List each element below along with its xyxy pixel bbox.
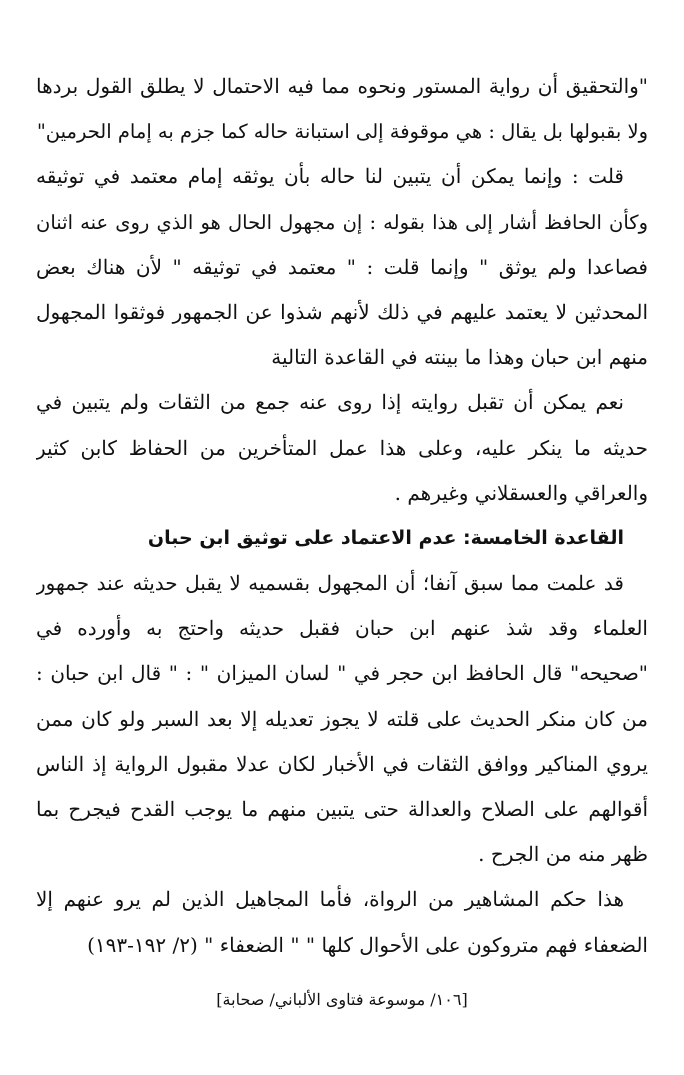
text-line: قلت : وإنما يمكن أن يتبين لنا حاله بأن يوثقه إمام معتمد في توثيقه <box>36 164 624 189</box>
page-footer: [١٠٦/ موسوعة فتاوى الألباني/ صحابة] <box>216 990 468 1009</box>
text-line: أقوالهم على الصلاح والعدالة حتى يتبين منهم ما يوجب القدح فيجرح بما <box>36 797 648 821</box>
text-line: حديثه ما ينكر عليه، وعلى هذا عمل المتأخرين من الحفاظ كابن كثير <box>36 435 648 460</box>
document-body <box>36 64 648 968</box>
text-line: منهم ابن حبان وهذا ما بينته في القاعدة التالية <box>271 345 648 370</box>
text-line: فصاعدا ولم يوثق " وإنما قلت : " معتمد في توثيقه " لأن هناك بعض <box>36 254 648 279</box>
text-line: الضعفاء فهم متروكون على الأحوال كلها " " الضعفاء " (٢/ ١٩٢-١٩٣) <box>87 932 648 957</box>
text-line: المحدثين لا يعتمد عليهم في ذلك لأنهم شذوا عن الجمهور فوثقوا المجهول <box>36 299 648 324</box>
text-line: وكأن الحافظ أشار إلى هذا بقوله : إن مجهول الحال هو الذي روى عنه اثنان <box>36 210 648 234</box>
text-line: من كان منكر الحديث على قلته لا يجوز تعديله إلا بعد السبر ولو كان ممن <box>36 706 648 731</box>
text-line: والعراقي والعسقلاني وغيرهم . <box>394 480 648 505</box>
text-line: ظهر منه من الجرح . <box>478 842 648 867</box>
text-line: العلماء وقد شذ عنهم ابن حبان فقبل حديثه واحتج به وأورده في <box>36 616 648 641</box>
text-line: قد علمت مما سبق آنفا؛ أن المجهول بقسميه لا يقبل حديثه عند جمهور <box>36 571 624 596</box>
text-line: هذا حكم المشاهير من الرواة، فأما المجاهيل الذين لم يرو عنهم إلا <box>36 887 624 912</box>
text-line: نعم يمكن أن تقبل روايته إذا روى عنه جمع من الثقات ولم يتبين في <box>36 390 624 415</box>
section-heading: القاعدة الخامسة: عدم الاعتماد على توثيق ابن حبان <box>147 526 624 549</box>
text-line: يروي المناكير ووافق الثقات في الأخبار لكان عدلا مقبول الرواية إذ الناس <box>36 751 648 776</box>
text-line: "والتحقيق أن رواية المستور ونحوه مما فيه الاحتمال لا يطلق القول بردها <box>36 74 648 98</box>
text-line: ولا بقبولها بل يقال : هي موقوفة إلى استبانة حاله كما جزم به إمام الحرمين" <box>36 120 648 144</box>
text-line: "صحيحه" قال الحافظ ابن حجر في " لسان الميزان " : " قال ابن حبان : <box>36 661 648 686</box>
